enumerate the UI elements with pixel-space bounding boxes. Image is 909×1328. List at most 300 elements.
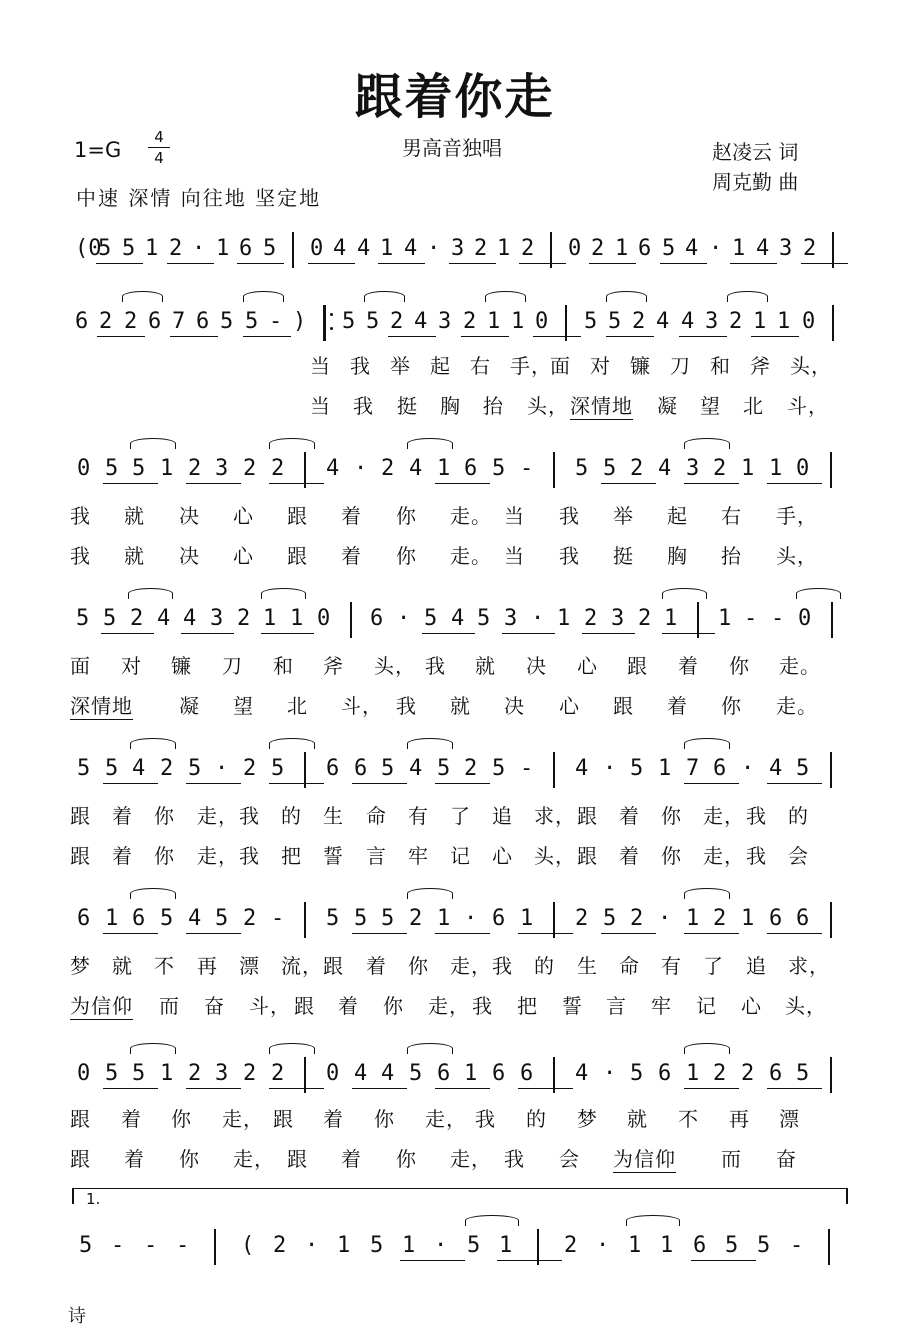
notation-line xyxy=(70,900,845,940)
note: 0 xyxy=(310,236,324,261)
lyric-word: 牢 xyxy=(651,994,672,1018)
notation-notes xyxy=(70,1227,845,1267)
note: 2 xyxy=(188,456,202,481)
note: 1 xyxy=(511,309,525,334)
slur-mark xyxy=(662,588,707,599)
note: 2 xyxy=(464,756,478,781)
lyric-word: 跟 xyxy=(323,954,344,978)
note: 1 xyxy=(499,1233,513,1258)
lyric-word: 你 xyxy=(408,954,429,978)
note: 1 xyxy=(769,456,783,481)
lyric-word: 追 xyxy=(492,804,513,828)
lyric-word: 命 xyxy=(366,804,387,828)
lyric-word: 心 xyxy=(559,694,580,718)
notation-notes xyxy=(70,303,845,343)
note: 6 xyxy=(354,756,368,781)
lyric-word: 决 xyxy=(526,654,547,678)
lyric-word: 头， xyxy=(790,354,832,378)
note: 2 xyxy=(564,1233,578,1258)
barline xyxy=(553,902,555,938)
note: 5 xyxy=(245,309,259,334)
barline xyxy=(830,1057,832,1093)
note: 5 xyxy=(603,456,617,481)
lyric-word: 记 xyxy=(696,994,717,1018)
note: 6 xyxy=(796,906,810,931)
note: 6 xyxy=(492,1061,506,1086)
note: 6 xyxy=(239,236,253,261)
beam-underline xyxy=(96,263,143,264)
note: 4 xyxy=(656,309,670,334)
note: 5 xyxy=(575,456,589,481)
note: 5 xyxy=(342,309,356,334)
note: 5 xyxy=(326,906,340,931)
note: 1 xyxy=(615,236,629,261)
lyric-word: 跟 xyxy=(577,844,598,868)
note: 6 xyxy=(638,236,652,261)
lyric-word: 就 xyxy=(450,694,471,718)
lyric-word: 镰 xyxy=(171,654,192,678)
slur-mark xyxy=(684,888,730,899)
note: 3 xyxy=(215,456,229,481)
lyric-word: 走， xyxy=(425,1107,467,1131)
lyric-word: 凝 xyxy=(179,694,200,718)
lyric-word: 着 xyxy=(338,994,359,1018)
note: 5 xyxy=(215,906,229,931)
note: 4 xyxy=(404,236,418,261)
lyric-word: 你 xyxy=(661,804,682,828)
note: 2 xyxy=(638,606,652,631)
note: 4 xyxy=(357,236,371,261)
barline xyxy=(537,1229,539,1265)
note: 5 xyxy=(220,309,234,334)
lyric-word: 生 xyxy=(323,804,344,828)
lyric-word: 着 xyxy=(124,1147,145,1171)
note: 3 xyxy=(705,309,719,334)
beam-underline xyxy=(269,483,324,484)
lyric-word: 头， xyxy=(785,994,827,1018)
lyric-word: 头， xyxy=(776,544,818,568)
lyric-word: 决 xyxy=(504,694,525,718)
note: 1 xyxy=(557,606,571,631)
note: 5 xyxy=(492,456,506,481)
lyric-word: 走， xyxy=(222,1107,264,1131)
beam-underline xyxy=(684,933,739,934)
note: 5 xyxy=(122,236,136,261)
note: 2 xyxy=(243,1061,257,1086)
note: 2 xyxy=(584,606,598,631)
lyric-word: 手， xyxy=(510,354,552,378)
lyric-word: 把 xyxy=(281,844,302,868)
beam-underline xyxy=(691,1260,756,1261)
note: 1 xyxy=(464,1061,478,1086)
note: · xyxy=(397,606,411,631)
note: 3 xyxy=(504,606,518,631)
lyric-word: 跟 xyxy=(273,1107,294,1131)
note: 5 xyxy=(366,309,380,334)
note: - xyxy=(520,456,534,481)
note: 6 xyxy=(520,1061,534,1086)
note: 4 xyxy=(326,456,340,481)
lyric-word: 求， xyxy=(534,804,576,828)
note: ) xyxy=(293,309,307,334)
note: 2 xyxy=(632,309,646,334)
note: 1 xyxy=(497,236,511,261)
beam-underline xyxy=(662,633,715,634)
barline xyxy=(304,452,306,488)
note: - xyxy=(111,1233,125,1258)
lyric-word: 决 xyxy=(179,544,200,568)
notation-notes xyxy=(70,600,845,640)
lyric-word: 跟 xyxy=(294,994,315,1018)
note: 1 xyxy=(732,236,746,261)
lyric-word: 刀 xyxy=(670,354,691,378)
note: 1 xyxy=(741,456,755,481)
note: 0 xyxy=(796,456,810,481)
lyric-word: 为信仰 xyxy=(613,1143,676,1173)
note: 5 xyxy=(409,1061,423,1086)
beam-underline xyxy=(751,336,799,337)
lyric-word: 心 xyxy=(492,844,513,868)
lyric-word: 着 xyxy=(341,1147,362,1171)
time-top: 4 xyxy=(154,128,164,146)
note: 2 xyxy=(390,309,404,334)
note: 2 xyxy=(243,756,257,781)
slur-mark xyxy=(727,291,768,302)
note: 6 xyxy=(658,1061,672,1086)
lyric-word: 你 xyxy=(179,1147,200,1171)
lyric-word: 我 xyxy=(350,354,371,378)
note: 2 xyxy=(160,756,174,781)
notation-notes xyxy=(70,450,845,490)
slur-mark xyxy=(684,738,730,749)
note: 5 xyxy=(132,1061,146,1086)
note: 2 xyxy=(713,456,727,481)
note: 2 xyxy=(243,456,257,481)
note: · xyxy=(596,1233,610,1258)
lyric-word: 再 xyxy=(197,954,218,978)
lyric-word: 记 xyxy=(450,844,471,868)
lyric-word: 和 xyxy=(710,354,731,378)
note: 0 xyxy=(326,1061,340,1086)
time-line xyxy=(148,147,170,148)
note: 4 xyxy=(658,456,672,481)
note: 2 xyxy=(741,1061,755,1086)
lyric-word: 着 xyxy=(112,804,133,828)
note: 1 xyxy=(216,236,230,261)
lyric-word: 的 xyxy=(526,1107,547,1131)
note: · xyxy=(658,906,672,931)
note: 2 xyxy=(130,606,144,631)
note: 2 xyxy=(124,309,138,334)
slur-mark xyxy=(684,1043,730,1054)
note: 1 xyxy=(520,906,534,931)
lyric-word: 走， xyxy=(450,1147,492,1171)
beam-underline xyxy=(533,336,581,337)
beam-underline xyxy=(269,783,324,784)
note: 1 xyxy=(777,309,791,334)
lyric-word: 奋 xyxy=(776,1147,797,1171)
note: 5 xyxy=(132,456,146,481)
lyric-word: 就 xyxy=(124,504,145,528)
repeat-barline xyxy=(323,305,326,341)
note: 0 xyxy=(77,1061,91,1086)
note: 6 xyxy=(769,1061,783,1086)
barline xyxy=(550,232,552,268)
note: 6 xyxy=(148,309,162,334)
beam-underline xyxy=(684,1088,739,1089)
lyric-word: 跟 xyxy=(613,694,634,718)
lyric-word: 北 xyxy=(287,694,308,718)
lyric-word: 着 xyxy=(619,844,640,868)
note: 1 xyxy=(290,606,304,631)
slur-mark xyxy=(243,291,284,302)
lyric-word: 你 xyxy=(396,1147,417,1171)
lyric-word: 了 xyxy=(703,954,724,978)
lyric-word: 你 xyxy=(661,844,682,868)
time-signature xyxy=(148,128,170,167)
lyricist-credit: 赵凌云 词 xyxy=(712,140,799,164)
beam-underline xyxy=(186,483,241,484)
beam-underline xyxy=(601,933,656,934)
beam-underline xyxy=(801,263,848,264)
note: 2 xyxy=(803,236,817,261)
notation-line xyxy=(70,600,845,640)
slur-mark xyxy=(269,738,315,749)
barline xyxy=(214,1229,216,1265)
lyric-word: 我 xyxy=(425,654,446,678)
slur-mark xyxy=(130,738,176,749)
note: 5 xyxy=(105,756,119,781)
note: 0 xyxy=(77,456,91,481)
lyric-word: 跟 xyxy=(287,504,308,528)
note: · xyxy=(192,236,206,261)
beam-underline xyxy=(378,263,425,264)
lyric-word: 言 xyxy=(606,994,627,1018)
note: 6 xyxy=(769,906,783,931)
note: 0 xyxy=(317,606,331,631)
note: 5 xyxy=(630,756,644,781)
lyric-word: 走。 xyxy=(776,694,818,718)
beam-underline xyxy=(388,336,436,337)
beam-underline xyxy=(497,1260,562,1261)
note: 4 xyxy=(681,309,695,334)
note: 2 xyxy=(237,606,251,631)
note: 1 xyxy=(402,1233,416,1258)
note: 6 xyxy=(196,309,210,334)
lyric-word: 斗， xyxy=(787,394,829,418)
lyric-word: 着 xyxy=(366,954,387,978)
lyric-word: 把 xyxy=(517,994,538,1018)
lyric-word: 心 xyxy=(233,544,254,568)
note: 5 xyxy=(77,756,91,781)
lyric-word: 着 xyxy=(323,1107,344,1131)
lyric-word: 你 xyxy=(154,844,175,868)
note: 5 xyxy=(160,906,174,931)
slur-mark xyxy=(269,438,315,449)
lyric-word: 的 xyxy=(281,804,302,828)
lyric-word: 右 xyxy=(721,504,742,528)
repeat-dot xyxy=(330,313,333,316)
note: 1 xyxy=(628,1233,642,1258)
note: 4 xyxy=(157,606,171,631)
note: 1 xyxy=(660,1233,674,1258)
note: 5 xyxy=(381,906,395,931)
note: 5 xyxy=(662,236,676,261)
barline xyxy=(553,1057,555,1093)
beam-underline xyxy=(684,783,739,784)
note: - xyxy=(744,606,758,631)
lyric-word: 我 xyxy=(70,504,91,528)
lyric-word: 心 xyxy=(741,994,762,1018)
beam-underline xyxy=(186,1088,241,1089)
note: 2 xyxy=(99,309,113,334)
lyric-word: 刀 xyxy=(222,654,243,678)
volta-right-edge xyxy=(846,1188,848,1204)
note: - xyxy=(790,1233,804,1258)
note: · xyxy=(709,236,723,261)
beam-underline xyxy=(103,783,158,784)
repeat-dot xyxy=(330,327,333,330)
lyric-word: 面 xyxy=(70,654,91,678)
note: 6 xyxy=(437,1061,451,1086)
lyric-word: 对 xyxy=(121,654,142,678)
lyric-word: 我 xyxy=(396,694,417,718)
note: 1 xyxy=(686,906,700,931)
note: 4 xyxy=(575,756,589,781)
beam-underline xyxy=(103,933,158,934)
note: · xyxy=(603,756,617,781)
note: 6 xyxy=(326,756,340,781)
lyric-word: 举 xyxy=(390,354,411,378)
note: 2 xyxy=(463,309,477,334)
lyric-word: 不 xyxy=(678,1107,699,1131)
lyric-word: 面 xyxy=(550,354,571,378)
note: 4 xyxy=(685,236,699,261)
note: 4 xyxy=(575,1061,589,1086)
lyric-word: 漂 xyxy=(779,1107,800,1131)
lyric-word: 就 xyxy=(112,954,133,978)
note: 7 xyxy=(172,309,186,334)
barline xyxy=(832,305,834,341)
lyric-word: 漂 xyxy=(239,954,260,978)
lyric-word: 命 xyxy=(619,954,640,978)
composer-credit: 周克勤 曲 xyxy=(712,170,799,194)
barline xyxy=(304,1057,306,1093)
lyric-word: 深情地 xyxy=(70,690,133,720)
barline xyxy=(350,602,352,638)
lyric-word: 就 xyxy=(627,1107,648,1131)
barline xyxy=(292,232,294,268)
lyric-word: 走。 xyxy=(450,544,492,568)
note: 5 xyxy=(105,1061,119,1086)
note: 1 xyxy=(718,606,732,631)
note: 2 xyxy=(591,236,605,261)
lyric-word: 挺 xyxy=(397,394,418,418)
lyric-word: 胸 xyxy=(667,544,688,568)
note: 3 xyxy=(686,456,700,481)
note: 4 xyxy=(381,1061,395,1086)
slur-mark xyxy=(606,291,647,302)
lyric-word: 我 xyxy=(559,544,580,568)
lyric-word: 牢 xyxy=(408,844,429,868)
lyric-word: 的 xyxy=(788,804,809,828)
lyric-word: 起 xyxy=(430,354,451,378)
lyric-word: 我 xyxy=(746,804,767,828)
lyric-word: 挺 xyxy=(613,544,634,568)
lyric-word: 斧 xyxy=(323,654,344,678)
note: 1 xyxy=(337,1233,351,1258)
lyric-word: 的 xyxy=(534,954,555,978)
lyric-word: 流， xyxy=(281,954,323,978)
lyric-word: 言 xyxy=(366,844,387,868)
lyric-word: 奋 xyxy=(204,994,225,1018)
lyric-word: 跟 xyxy=(577,804,598,828)
note: 1 xyxy=(437,906,451,931)
note: 3 xyxy=(451,236,465,261)
barline xyxy=(830,902,832,938)
beam-underline xyxy=(101,633,154,634)
lyric-word: 走。 xyxy=(450,504,492,528)
note: 1 xyxy=(263,606,277,631)
note: 4 xyxy=(188,906,202,931)
note: - xyxy=(144,1233,158,1258)
note: 5 xyxy=(188,756,202,781)
beam-underline xyxy=(767,783,822,784)
note: · xyxy=(464,906,478,931)
note: 5 xyxy=(757,1233,771,1258)
lyric-word: 对 xyxy=(590,354,611,378)
notation-notes xyxy=(70,1055,845,1095)
beam-underline xyxy=(606,336,654,337)
beam-underline xyxy=(103,1088,158,1089)
note: 6 xyxy=(492,906,506,931)
lyric-word: 我 xyxy=(746,844,767,868)
beam-underline xyxy=(352,1088,407,1089)
lyric-word: 走。 xyxy=(779,654,821,678)
lyric-word: 就 xyxy=(475,654,496,678)
notation-notes xyxy=(70,900,845,940)
lyric-word: 当 xyxy=(504,504,525,528)
lyric-word: 了 xyxy=(450,804,471,828)
lyric-word: 着 xyxy=(678,654,699,678)
lyric-word: 走， xyxy=(197,844,239,868)
note: 5 xyxy=(370,1233,384,1258)
lyric-word: 我 xyxy=(504,1147,525,1171)
beam-underline xyxy=(103,483,158,484)
lyric-word: 头， xyxy=(534,844,576,868)
lyric-word: 右 xyxy=(470,354,491,378)
lyric-word: 求， xyxy=(788,954,830,978)
beam-underline xyxy=(435,1088,490,1089)
beam-underline xyxy=(170,336,218,337)
note: 3 xyxy=(210,606,224,631)
lyric-word: 走， xyxy=(428,994,470,1018)
note: · xyxy=(741,756,755,781)
volta-left-edge xyxy=(72,1188,74,1204)
note: 2 xyxy=(474,236,488,261)
beam-underline xyxy=(679,336,727,337)
lyric-word: 斗， xyxy=(249,994,291,1018)
note: 5 xyxy=(103,606,117,631)
slur-mark xyxy=(485,291,526,302)
lyric-word: 我 xyxy=(239,804,260,828)
lyric-word: 着 xyxy=(619,804,640,828)
lyric-word: 跟 xyxy=(287,1147,308,1171)
lyric-word: 斗， xyxy=(341,694,383,718)
note: 6 xyxy=(370,606,384,631)
note: 1 xyxy=(160,1061,174,1086)
page-title: 跟着你走 xyxy=(354,69,555,125)
